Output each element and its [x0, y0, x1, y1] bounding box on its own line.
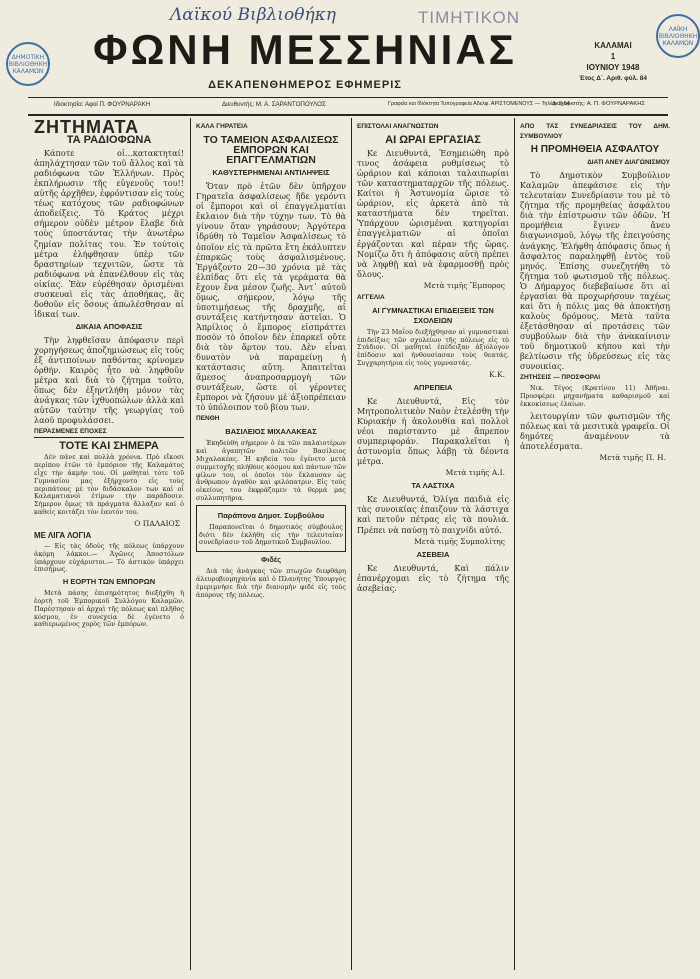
dateline-city: ΚΑΛΑΜΑΙ [594, 41, 632, 50]
tote-kai-simera-signature: Ο ΠΑΛΑΙΟΣ [134, 518, 180, 528]
synedriaseis-tag: ΑΠΟ ΤΑΣ ΣΥΝΕΔΡΙΑΣΕΙΣ ΤΟΥ ΔΗΜ. ΣΥΜΒΟΥΛΙΟΥ [520, 123, 670, 141]
promitheia-text: Τὸ Δημοτικὸν Συμβούλιον Καλαμῶν ἀπεφάσισε εἰς τὴν τελευταίαν Συνεδρίασιν του μὲ τὸ ζήτημα τῆς προμηθείας ἀσφάλτου διὰ τὴν ἐπίστρωσιν τῶν ὁδῶν. Ἡ προμήθεια ἔγινεν ἄνευ διαγωνισμοῦ, λόγῳ τῆς ἐπειγούσης ἀνάγκης. Ἐλήφθη ἀπόφασις ὅπως ἡ ἄσφαλτος παραληφθῇ ἐντὸς τοῦ μηνός. Ἐπίσης συνεζητήθη τὸ ζήτημα τοῦ φωτισμοῦ τῆς πόλεως. Ὁ Δήμαρχος διεβεβαίωσε ὅτι αἱ ἐργασίαι θὰ προχωρήσουν ταχέως καὶ ὅτι ἡ πόλις μας θὰ ἀποκτήσῃ καλοὺς δρόμους. Μετὰ ταῦτα ἐξετάσθησαν αἱ προτάσεις τῶν συμβούλων διὰ τὴν ἀνακαίνισιν τοῦ δημοτικοῦ κήπου καὶ τὴν βελτίωσιν τῆς ὑδρεύσεως εἰς τὰς συνοικίας. [520, 170, 670, 372]
complimentary-stamp: ΤΙΜΗΤΙΚΟΝ [418, 8, 520, 27]
asebeia-heading: ΑΣΕΒΕΙΑ [416, 549, 450, 559]
staff-offices: Γραφεία και Ιδιόκτητα Τυπογραφεία Αδελφ. ΑΡΙΣΤΟΜΕΝΟΥΣ — Τηλέφ. 2-54 [388, 101, 570, 107]
promitheia-subhead: ΔΙΑΤΙ ΑΝΕΥ ΔΙΑΓΩΝΙΣΜΟΥ [587, 159, 670, 167]
lasticha-heading: ΤΑ ΛΑΣΤΙΧΑ [411, 481, 455, 491]
dikaia-apofasis-heading: ΔΙΚΑΙΑ ΑΠΟΦΑΣΙΣ [75, 321, 143, 331]
classified-tag: ΖΗΤΗΣΕΙΣ — ΠΡΟΣΦΟΡΑΙ [520, 374, 601, 382]
closing-text: λειτουργίαν τῶν φωτισμῶν τῆς πόλεως καὶ τὰ μεσιτικὰ γραφεῖα. Οἱ δημότες ἀναμένουν τὰ ἀποτελέσματα. [520, 410, 670, 451]
masthead-rule-top [28, 97, 668, 98]
dateline-day: 1 [610, 52, 616, 61]
tote-kai-simera-text: Δὲν πάνε καὶ πολλὰ χρόνια. Πρὸ εἴκοσι περίπου ἐτῶν τὸ ἐμπόριον τῆς Καλαμάτος εἶχε τὴν ἀκμήν του. Οἱ μαθηταὶ τότε τοῦ Γυμνασίου μας ἐξήρχοντο εἰς τοὺς περιπάτους μὲ τὸν διδάσκαλον των καὶ οἱ Καλαματιανοὶ ἐτίμων τὴν παράδοσιν. Σήμερον ὅμως τὰ πράγματα ἄλλαξαν καὶ ὁ καθεὶς κοιτάζει τὸν ἑαυτόν του. [34, 453, 184, 517]
column-divider-3 [514, 118, 515, 970]
closing-signature: Μετὰ τιμῆς Π. Η. [599, 452, 666, 462]
asebeia-text: Κε Διευθυντά, Καὶ πάλιν ἐπανέρχομαι εἰς τὸ ζήτημα τῆς ἀσεβείας. [357, 562, 509, 593]
michalakeas-heading: ΒΑΣΙΛΕΙΟΣ ΜΙΧΑΛΑΚΕΑΣ [225, 427, 317, 437]
radiofona-heading: ΤΑ ΡΑΔΙΟΦΩΝΑ [66, 134, 152, 147]
dateline-date: ΙΟΥΝΙΟΥ 1948 [586, 63, 640, 72]
orai-ergasias-text: Κε Διευθυντά, Ἐσημειώθη πρὸ τινος ἀσάφεια ρυθμίσεως τὸ ὡράριον καὶ κάποιαι ταλαιπωρίαι τῶν καταστηματαρχῶν τῆς πόλεως. Καίτοι ἡ Ἀστυνομία ὥρισε τὸ ὡράριον, εἰς ἀρκετὰ ἀπὸ τὰ καταστήματα δὲν τηρεῖται. Ὑπάρχουν ὡρισμέναι κατηγορίαι ἐπαγγελματιῶν αἱ ὁποῖαι ἐργάζονται καὶ πέραν τῆς ὥρας. Νομίζω ὅτι ἡ ἀπόφασις αὐτὴ πρέπει νὰ ληφθῇ καὶ νὰ ἐφαρμοσθῇ πρὸς ὅλους. [357, 148, 509, 279]
dateline [560, 40, 666, 84]
zitimata-heading: ΖΗΤΗΜΑΤΑ [34, 120, 140, 137]
aprepeia-text: Κε Διευθυντά, Εἰς τὸν Μητροπολιτικὸν Ναὸν ἐτελέσθη τὴν Κυριακὴν ἡ ἀκολουθία καὶ πολλοὶ νέοι παρίσταντο μὲ ἄπρεπον συμπεριφοράν. Παρακαλεῖται ἡ ἀστυνομία ὅπως λάβῃ τὰ δέοντα μέτρα. [357, 395, 509, 467]
column-divider-2 [351, 118, 352, 970]
penthi-tag: ΠΕΝΘΗ [196, 415, 220, 423]
parapona-box [196, 505, 346, 552]
column-3 [357, 120, 509, 972]
me-liga-logia-heading: ΜΕ ΛΙΓΑ ΛΟΓΙΑ [34, 530, 92, 540]
orai-ergasias-signature: Μετὰ τιμῆς Ἔμπορος [423, 280, 505, 290]
library-stamp-left: ΔΗΜΟΤΙΚΗ ΒΙΒΛΙΟΘΗΚΗ ΚΑΛΑΜΩΝ [6, 42, 50, 86]
masthead-subtitle: ΔΕΚΑΠΕΝΘΗΜΕΡΟΣ ΕΦΗΜΕΡΙΣ [208, 79, 402, 91]
tameion-headline: ΤΟ ΤΑΜΕΙΟΝ ΑΣΦΑΛΙΣΕΩΣ ΕΜΠΟΡΩΝ ΚΑΙ ΕΠΑΓΓΕΛΜΑΤΙΩΝ [203, 134, 339, 167]
column-4 [520, 120, 670, 972]
me-liga-logia-text: — Εἰς τὰς ὁδοὺς τῆς πόλεως ὑπάρχουν ἀκόμη λάκκοι.— Ἀγῶνες Ἀποστόλων ὑπάρχουν εὐχάριστοι.— Τὸ ἀστικὸν ὑπάρχει ἐπισήμως. [34, 541, 184, 574]
eorti-emporon-text: Μετὰ πάσης ἐπισημότητος διεξήχθη ἡ ἑορτὴ τοῦ Ἐμπορικοῦ Συλλόγου Καλαμῶν. Παρέστησαν αἱ ἀρχαὶ τῆς πόλεως καὶ πλῆθος κόσμου, ἐν συνεχείᾳ δὲ ἐγένετο ὁ καθιερωμένος χορὸς τῶν ἐμπόρων. [34, 589, 184, 629]
fides-text: Διὰ τὰς ἀνάγκας τῶν πτωχῶν διεφθάρη ἀλευροβιομηχανία καὶ ὁ Πλανήτης Ὑπουργὸς ἐμεριμνήσε διὰ τὴν διανομὴν φιδέ εἰς τοὺς ἀπόρους τῆς πόλεως. [196, 567, 346, 599]
column-2 [196, 120, 346, 972]
radiofona-text: Κάποτε οἱ...κατακτηταί! ἀπηλάχτησαν τῶν τοῦ ἄλλος καὶ τὰ ραδιόφωνα τῶν Ἑλλήνων. Πρὸς ἐκπλήρωσιν τῆς εὐγενοῦς του!! αὐτῆς ἀρχῆθεν, ἐφρόντισαν εἰς τοὺς τέως κατόχους τῶν ραδιοφώνων ἀποδείξεις. Τὸ Κράτος μέχρι σήμερον οὐδὲν μέτρον ἔλαβε διὰ τοὺς ὑποστάντας τὴν ἀνωτέρω ζημίαν πολίτας του. Ἐν τούτοις μέτρα ἐλήφθησαν ὑπὲρ τῶν δραστηρίων τεχνιτῶν, ὥστε τὰ ραδιόφωνα νὰ ἐπανέλθουν εἰς τὰς οἰκίας. Ἐὰν εὐρέθησαν ὁρισμέναι συσκευαὶ εἰς τὰς ἀποθήκας, ἂς δοθοῦν εἰς ὅσους ἀπωλέσθησαν αἱ ἰδικαί των. [34, 148, 184, 319]
staff-director: Διευθυντής: Μ. Α. ΣΑΡΑΝΤΟΠΟΥΛΟΣ [222, 101, 326, 108]
epistolai-tag: ΕΠΙΣΤΟΛΑΙ ΑΝΑΓΝΩΣΤΩΝ [357, 123, 439, 130]
gymnastikai-text: Τὴν 23 Μαΐου διεξήχθησαν αἱ γυμναστικαὶ ἐπιδείξεις τῶν σχολείων τῆς πόλεως εἰς τὸ Στάδιον. Οἱ μαθηταὶ ἐπέδειξαν ἀξιόλογον ἐπίδοσιν καὶ ἠνθουσίασαν τοὺς θεατάς. Συγχαρητήρια εἰς τοὺς γυμναστάς. [357, 327, 509, 368]
column-1 [34, 120, 184, 972]
orai-ergasias-headline: ΑΙ ΩΡΑΙ ΕΡΓΑΣΙΑΣ [385, 134, 481, 147]
tote-kai-simera-heading: ΤΟΤΕ ΚΑΙ ΣΗΜΕΡΑ [59, 440, 159, 453]
perasmenes-epoxes-tag: ΠΕΡΑΣΜΕΝΕΣ ΕΠΟΧΕΣ [34, 427, 184, 438]
classified-text: Νικ. Τέγος (Κρατίνου 11) Ἀθῆναι. Προσφέρει μηχανήματα καθαρισμοῦ καὶ ἐκκοκίσεως ἐλαίων. [520, 384, 670, 408]
promitheia-headline: Η ΠΡΟΜΗΘΕΙΑ ΑΣΦΑΛΤΟΥ [530, 144, 660, 156]
parapona-heading: Παράπονα Δημοτ. Συμβούλου [217, 510, 325, 520]
michalakeas-text: Ἐκηδεύθη σήμερον ὁ ἐκ τῶν παλαιοτέρων καὶ ἀγαπητῶν πολιτῶν Βασίλειος Μιχαλακέας. Ἡ κηδεία του ἐγένετο μετὰ συμμετοχῆς πλήθους κόσμου καὶ πάντων τῶν φίλων του, οἱ ὁποῖοι τὸν ἔκλαυσαν ὡς ἄνθρωπον ἀγαθὸν καὶ φιλόπατριν. Εἰς τοὺς οἰκείους του ἐκφράζομεν τὰ θερμά μας συλλυπητήρια. [196, 439, 346, 502]
dateline-issue: Έτος Δ΄. Αριθ. φύλ. 84 [579, 75, 647, 82]
masthead-title: ΦΩΝΗ ΜΕΣΣΗΝΙΑΣ [93, 26, 517, 73]
library-stamp-right: ΛΑΪΚΗ ΒΙΒΛΙΟΘΗΚΗ ΚΑΛΑΜΩΝ [656, 14, 700, 58]
staff-owner: Ιδιοκτησία: Αφοί Π. ΦΟΥΡΝΑΡΑΚΗ [54, 101, 151, 108]
aprepeia-heading: ΑΠΡΕΠΕΙΑ [413, 382, 453, 392]
tameion-text: Ὅταν πρὸ ἐτῶν δὲν ὑπῆρχον Γηρατεῖα ἀσφαλίσεως ἥδε γερόντι οἱ ἔμποροι καὶ οἱ ἐπαγγελματίαι ἔκλαιον διὰ τὴν τύχην των. Τὸ θὰ γίνουν ὅταν γηράσουν; Ἀργότερα ἱδρύθη τὸ Ταμεῖον Ἀσφαλίσεως τὸ ὁποῖον εἰς τὰ πρῶτα ἔτη ἐκάλυπτεν ἐπαρκῶς τοὺς ἀσφαλισμένους. Ἐργάζοντο 20—30 χρόνια μὲ τὰς ἐλπίδας ὅτι εἰς τὰ γεράματα θὰ ἔχουν ἕνα μέσον ζωῆς. Ἀντ᾽ αὐτοῦ ὅμως, σήμερον, λόγῳ τῆς ὑποτιμήσεως τῆς δραχμῆς, αἱ συντάξεις κατήντησαν ἀστεῖαι. Ὁ Ἀπρίλιος ὁ ἔμπορος εἰσπράττει ποσὸν τὸ ὁποῖον δὲν ἐπαρκεῖ οὔτε διὰ τὸν ἄρτον του. Δὲν εἶναι δυνατὸν νὰ παραμείνῃ ἡ κατάστασις αὕτη. Ἀπαιτεῖται ἄμεσος ἀναπροσαρμογὴ τῶν συντάξεων, ὥστε οἱ γέροντες ἔμποροι νὰ ζήσουν μὲ ἀξιοπρέπειαν τὸ ὑπόλοιπον τοῦ βίου των. [196, 181, 346, 413]
kala-giirateia-tag: ΚΑΛΑ ΓΗΡΑΤΕΙΑ [196, 123, 248, 130]
parapona-text: Παραπονεῖται ὁ δημοτικὸς σύμβουλος διότι δὲν ἐκλήθη εἰς τὴν τελευταίαν συνεδρίασιν τοῦ Δημοτικοῦ Συμβουλίου. [199, 522, 343, 547]
masthead-rule-bottom [28, 114, 668, 116]
gymnastikai-signature: Κ.Κ. [489, 369, 505, 379]
handwritten-signature: Λαϊκού Βιβλιοθήκη [170, 5, 336, 25]
lasticha-text: Κε Διευθυντά, Ὀλίγα παιδιὰ εἰς τὰς συνοικίας ἐπαιζουν τὰ λάστιχα καὶ πετοῦν πέτρας εἰς τὰ πουλιά. Πρέπει νὰ παύσῃ τὸ παιχνίδι αὐτό. [357, 494, 509, 535]
staff-manager: Διαχειριστής: Α. Π. ΦΟΥΡΝΑΡΑΚΗΣ [552, 101, 645, 107]
gymnastikai-headline: ΑΙ ΓΥΜΝΑΣΤΙΚΑΙ ΕΠΙΔΕΙΞΕΙΣ ΤΩΝ ΣΧΟΛΕΙΩΝ [372, 305, 494, 325]
eorti-emporon-heading: Η ΕΟΡΤΗ ΤΩΝ ΕΜΠΟΡΩΝ [62, 577, 156, 587]
dikaia-apofasis-text: Τὴν ληφθεῖσαν ἀπόφασιν περὶ χορηγήσεως ἀποζημιώσεως εἰς τοὺς ἐξ ἀντιποίνων παθόντας κρίνομεν ὀρθήν. Καιρὸς ἦτο νὰ ληφθοῦν μέτρα καὶ διὰ τὸ ζήτημα τοῦτο, ὅπως δὲν ἐξηντλήθη μόνον τὰς ἀνάγκας τῶν ἰχθυοπώλων ἀλλὰ καὶ αὐτῶν ταύτην τῆς γεωργίας τοῦ λαοῦ προφυλάσσει. [34, 334, 184, 426]
angelia-tag: ΑΓΓΕΛΙΑ [357, 293, 385, 301]
tameion-subhead: ΚΑΘΥΣΤΕΡΗΜΕΝΑΙ ΑΝΤΙΛΗΨΕΙΣ [212, 168, 330, 178]
column-divider-1 [190, 118, 191, 970]
fides-heading: Φιδές [260, 555, 282, 565]
lasticha-signature: Μετὰ τιμῆς Συμπολίτης [414, 536, 505, 546]
aprepeia-signature: Μετὰ τιμῆς Α.Ι. [445, 468, 505, 478]
